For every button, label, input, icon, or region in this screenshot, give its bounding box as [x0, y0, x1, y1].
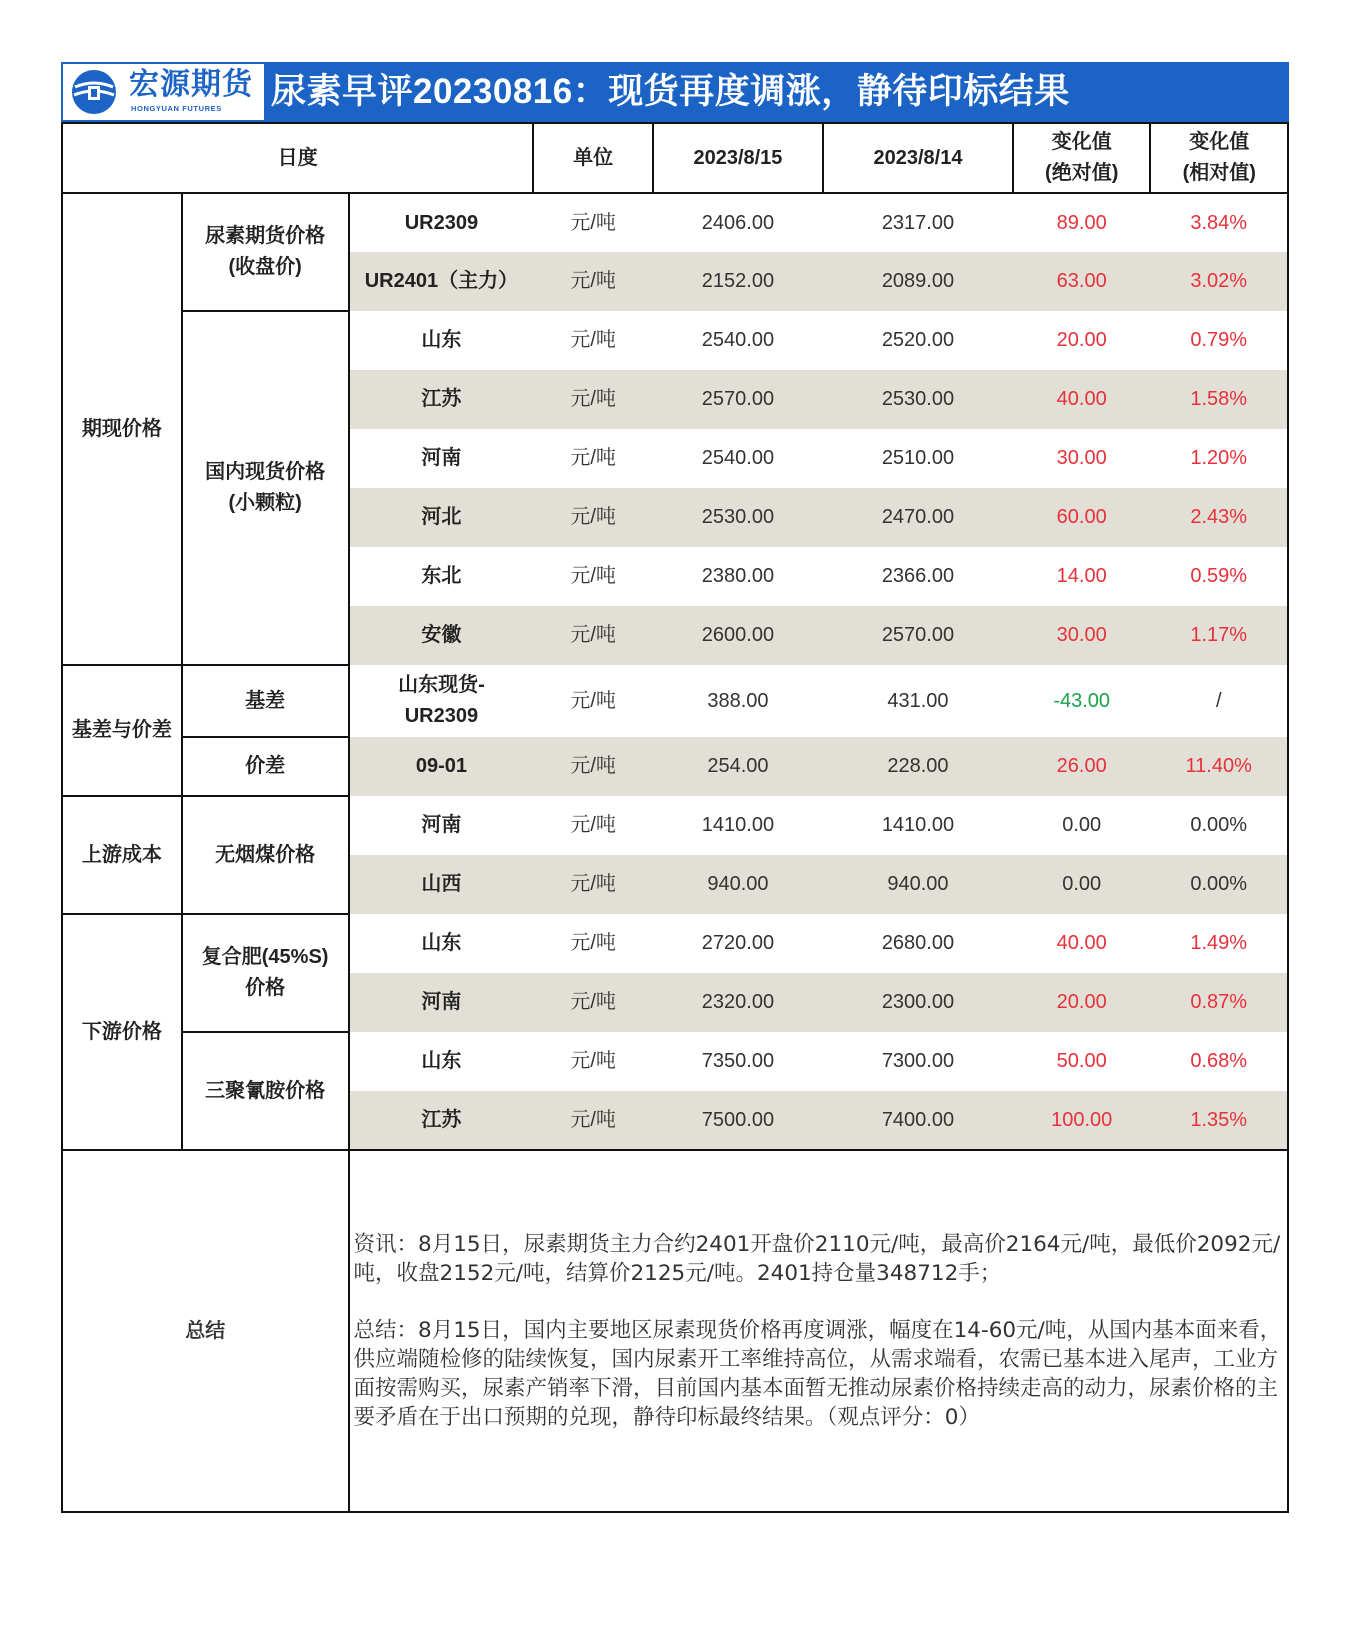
row-value-date-2: 2570.00 — [823, 606, 1013, 665]
row-abs-change: 30.00 — [1056, 447, 1107, 469]
row-value-date-2: 228.00 — [823, 737, 1013, 796]
header-rel-change-line-2: (相对值) — [1182, 162, 1256, 184]
row-label: 09-01 — [349, 737, 534, 796]
item-coal-price: 无烟煤价格 — [182, 796, 349, 914]
row-value-date-2: 940.00 — [823, 855, 1013, 914]
row-value-date-1: 1410.00 — [701, 814, 775, 836]
company-logo — [63, 64, 264, 120]
item-compound-fertilizer — [182, 914, 349, 1032]
table-row — [62, 1032, 1288, 1091]
header-unit: 单位 — [533, 123, 653, 193]
row-label: UR2401（主力） — [349, 252, 534, 311]
row-unit: 元/吨 — [570, 565, 616, 587]
row-value-date-1: 2720.00 — [701, 932, 775, 954]
row-label — [349, 665, 534, 737]
table-row — [62, 193, 1288, 252]
row-rel-change: 1.35% — [1150, 1091, 1288, 1150]
row-value-date-2: 2089.00 — [823, 252, 1013, 311]
row-abs-change: 50.00 — [1056, 1050, 1107, 1072]
header-abs-change — [1013, 123, 1151, 193]
row-abs-change: 60.00 — [1013, 488, 1151, 547]
row-rel-change: 1.49% — [1150, 914, 1288, 973]
row-value-date-2: 2300.00 — [823, 973, 1013, 1032]
row-label: 山东 — [421, 932, 462, 954]
row-rel-change: / — [1150, 665, 1288, 737]
row-value-date-1: 2380.00 — [701, 565, 775, 587]
report-title: 尿素早评20230816：现货再度调涨，静待印标结果 — [271, 72, 1070, 111]
row-value-date-1: 2152.00 — [653, 252, 823, 311]
row-unit: 元/吨 — [570, 1050, 616, 1072]
report-sheet — [61, 62, 1289, 1587]
summary-news: 资讯：8月15日，尿素期货主力合约2401开盘价2110元/吨，最高价2164元/吨，最低价2092元/吨，收盘2152元/吨，结算价2125元/吨。2401持仓量348712手； — [353, 1232, 1281, 1286]
row-rel-change: 3.02% — [1150, 252, 1288, 311]
table-row — [62, 311, 1288, 370]
row-value-date-1: 254.00 — [653, 737, 823, 796]
category-upstream: 上游成本 — [62, 796, 182, 914]
row-value-date-2: 2510.00 — [881, 447, 955, 469]
row-value-date-1: 2570.00 — [653, 370, 823, 429]
row-abs-change: 40.00 — [1056, 932, 1107, 954]
row-value-date-1: 2406.00 — [701, 211, 775, 234]
row-value-date-2: 2470.00 — [823, 488, 1013, 547]
table-row — [62, 914, 1288, 973]
row-value-date-1: 2320.00 — [653, 973, 823, 1032]
row-unit: 元/吨 — [570, 689, 616, 712]
price-table — [61, 122, 1289, 1513]
row-label: 河北 — [349, 488, 534, 547]
table-header-row — [62, 123, 1288, 193]
item-futures-line-2: (收盘价) — [228, 256, 302, 278]
row-rel-change: 11.40% — [1150, 737, 1288, 796]
row-abs-change: 0.00 — [1062, 814, 1102, 836]
row-rel-change: 0.00% — [1150, 855, 1288, 914]
header-abs-change-line-1: 变化值 — [1051, 131, 1112, 153]
row-unit: 元/吨 — [533, 737, 653, 796]
row-value-date-1: 2530.00 — [653, 488, 823, 547]
row-value-date-1: 940.00 — [653, 855, 823, 914]
header-period: 日度 — [62, 123, 533, 193]
summary-label: 总结 — [62, 1150, 349, 1512]
row-unit: 元/吨 — [570, 932, 616, 954]
row-rel-change: 3.84% — [1150, 193, 1288, 252]
row-unit: 元/吨 — [533, 606, 653, 665]
row-abs-change: 30.00 — [1013, 606, 1151, 665]
row-value-date-2: 431.00 — [887, 689, 949, 712]
item-basis: 基差 — [182, 665, 349, 737]
row-label: 江苏 — [349, 1091, 534, 1150]
row-value-date-1: 2540.00 — [701, 329, 775, 351]
row-abs-change: 14.00 — [1056, 565, 1107, 587]
row-label: UR2309 — [404, 211, 479, 234]
row-unit: 元/吨 — [570, 447, 616, 469]
row-value-date-2: 7300.00 — [881, 1050, 955, 1072]
row-value-date-1: 7500.00 — [653, 1091, 823, 1150]
row-unit: 元/吨 — [533, 370, 653, 429]
row-value-date-2: 2366.00 — [881, 565, 955, 587]
row-value-date-1: 388.00 — [707, 689, 769, 712]
item-spot-line-1: 国内现货价格 — [205, 461, 326, 483]
row-unit: 元/吨 — [533, 252, 653, 311]
row-unit: 元/吨 — [570, 814, 616, 836]
row-rel-change: 0.68% — [1150, 1032, 1288, 1091]
row-value-date-1: 7350.00 — [701, 1050, 775, 1072]
row-abs-change: 100.00 — [1013, 1091, 1151, 1150]
row-unit: 元/吨 — [533, 973, 653, 1032]
item-spread: 价差 — [182, 737, 349, 796]
row-label: 山东 — [421, 1050, 462, 1072]
row-unit: 元/吨 — [533, 1091, 653, 1150]
row-abs-change: 26.00 — [1013, 737, 1151, 796]
row-value-date-1: 2600.00 — [653, 606, 823, 665]
category-downstream: 下游价格 — [62, 914, 182, 1150]
item-melamine-price: 三聚氰胺价格 — [182, 1032, 349, 1150]
header-rel-change — [1150, 123, 1288, 193]
category-price: 期现价格 — [62, 193, 182, 665]
item-spot-line-2: (小颗粒) — [228, 492, 302, 514]
row-unit: 元/吨 — [533, 488, 653, 547]
row-value-date-2: 2520.00 — [881, 329, 955, 351]
row-label: 江苏 — [349, 370, 534, 429]
row-rel-change: 1.20% — [1150, 429, 1288, 488]
item-futures-line-1: 尿素期货价格 — [205, 225, 326, 247]
item-futures-price — [182, 193, 349, 311]
row-abs-change: 20.00 — [1056, 329, 1107, 351]
row-label: 安徽 — [349, 606, 534, 665]
table-row — [62, 737, 1288, 796]
row-value-date-2: 2317.00 — [881, 211, 955, 234]
row-unit: 元/吨 — [533, 855, 653, 914]
row-label: 山东 — [421, 329, 462, 351]
row-value-date-2: 2680.00 — [881, 932, 955, 954]
table-row — [62, 796, 1288, 855]
row-label: 河南 — [421, 814, 462, 836]
summary-row — [62, 1150, 1288, 1512]
row-abs-change: 40.00 — [1013, 370, 1151, 429]
header-date-1: 2023/8/15 — [653, 123, 823, 193]
hongyuan-logo-icon — [71, 69, 117, 115]
row-rel-change: 0.00% — [1150, 796, 1288, 855]
category-basis: 基差与价差 — [62, 665, 182, 796]
item-compound-line-1: 复合肥(45%S) — [201, 946, 329, 968]
logo-text-en: HONGYUAN FUTURES — [131, 104, 222, 113]
row-abs-change: 20.00 — [1013, 973, 1151, 1032]
header-rel-change-line-1: 变化值 — [1189, 131, 1250, 153]
row-rel-change: 0.59% — [1150, 547, 1288, 606]
report-header — [61, 62, 1289, 122]
row-abs-change: -43.00 — [1053, 689, 1111, 712]
row-value-date-1: 2540.00 — [701, 447, 775, 469]
summary-text — [349, 1150, 1288, 1512]
row-abs-change: 89.00 — [1056, 211, 1107, 234]
row-rel-change: 0.79% — [1150, 311, 1288, 370]
logo-text-cn: 宏源期货 — [129, 68, 253, 101]
item-spot-price — [182, 311, 349, 665]
table-row — [62, 665, 1288, 737]
row-unit: 元/吨 — [570, 329, 616, 351]
row-label: 山西 — [349, 855, 534, 914]
row-label-line-1: 山东现货- — [398, 674, 485, 696]
row-value-date-2: 2530.00 — [823, 370, 1013, 429]
row-label: 东北 — [421, 565, 462, 587]
row-rel-change: 2.43% — [1150, 488, 1288, 547]
row-value-date-2: 1410.00 — [881, 814, 955, 836]
item-compound-line-2: 价格 — [245, 977, 286, 999]
row-rel-change: 1.17% — [1150, 606, 1288, 665]
row-abs-change: 0.00 — [1013, 855, 1151, 914]
row-abs-change: 63.00 — [1013, 252, 1151, 311]
row-unit: 元/吨 — [570, 211, 616, 234]
row-value-date-2: 7400.00 — [823, 1091, 1013, 1150]
row-label-line-2: UR2309 — [404, 705, 479, 727]
header-abs-change-line-2: (绝对值) — [1045, 162, 1119, 184]
row-rel-change: 0.87% — [1150, 973, 1288, 1032]
header-date-2: 2023/8/14 — [823, 123, 1013, 193]
row-label: 河南 — [421, 447, 462, 469]
summary-conclusion: 总结：8月15日，国内主要地区尿素现货价格再度调涨，幅度在14-60元/吨，从国内基本面来看，供应端随检修的陆续恢复，国内尿素开工率维持高位，从需求端看，农需已基本进入尾声，工业方面按需购买，尿素产销率下滑，目前国内基本面暂无推动尿素价格持续走高的动力，尿素价格的主要矛盾在于出口预期的兑现，静待印标最终结果。（观点评分：0） — [353, 1318, 1282, 1430]
row-rel-change: 1.58% — [1150, 370, 1288, 429]
row-label: 河南 — [349, 973, 534, 1032]
